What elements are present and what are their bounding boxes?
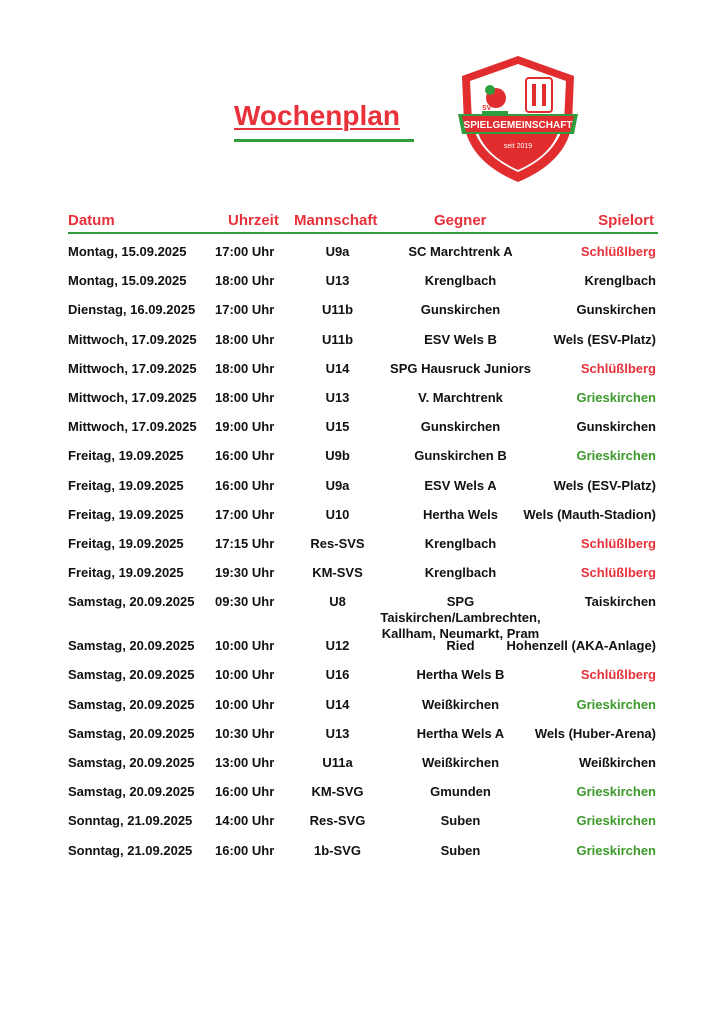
header-location: Spielort	[598, 212, 654, 229]
cell-team: U13	[325, 725, 350, 741]
header-date: Datum	[68, 212, 115, 229]
cell-location: Schlüßlberg	[580, 667, 656, 683]
cell-time: 17:00 Uhr	[215, 302, 275, 318]
cell-team: U11b	[321, 331, 354, 347]
cell-date: Samstag, 20.09.2025	[68, 755, 195, 770]
cell-team: U13	[325, 273, 350, 289]
table-row	[68, 419, 658, 448]
cell-date: Montag, 15.09.2025	[68, 273, 187, 289]
table-row	[68, 594, 658, 642]
cell-location: Weißkirchen	[578, 755, 656, 770]
table-row	[68, 565, 658, 594]
cell-time: 10:00 Uhr	[215, 696, 275, 712]
cell-opponent: ESV Wels B	[424, 331, 497, 347]
cell-time: 13:00 Uhr	[215, 755, 275, 770]
cell-team: U9a	[325, 244, 350, 259]
cell-time: 17:15 Uhr	[215, 535, 275, 551]
cell-location: Taiskirchen	[584, 594, 656, 610]
cell-time: 18:00 Uhr	[215, 331, 275, 347]
cell-date: Freitag, 19.09.2025	[68, 477, 184, 493]
table-row	[68, 478, 658, 507]
logo-since-text: seit 2019	[503, 143, 533, 150]
cell-date: Freitag, 19.09.2025	[68, 448, 184, 464]
cell-date: Samstag, 20.09.2025	[68, 667, 195, 683]
cell-location: Hohenzell (AKA-Anlage)	[506, 638, 656, 654]
cell-opponent: Gunskirchen	[420, 419, 501, 435]
cell-opponent: Suben	[440, 813, 481, 829]
cell-team: U10	[325, 506, 350, 522]
cell-time: 18:00 Uhr	[215, 360, 275, 376]
cell-opponent: Hertha Wels B	[416, 667, 505, 683]
cell-opponent: Suben	[440, 842, 481, 858]
cell-time: 16:00 Uhr	[215, 842, 275, 858]
schedule-table	[68, 244, 658, 872]
cell-date: Samstag, 20.09.2025	[68, 696, 195, 712]
cell-opponent: Gunskirchen B	[414, 448, 507, 464]
header-opponent: Gegner	[434, 212, 487, 229]
cell-opponent: Hertha Wels	[423, 506, 498, 522]
cell-date: Mittwoch, 17.09.2025	[68, 419, 197, 435]
cell-team: U11b	[321, 302, 354, 318]
page-title: Wochenplan	[234, 100, 400, 131]
table-row	[68, 843, 658, 872]
cell-location: Grieskirchen	[576, 448, 656, 464]
cell-date: Freitag, 19.09.2025	[68, 506, 184, 522]
header-team: Mannschaft	[294, 212, 378, 229]
table-row	[68, 638, 658, 667]
table-row	[68, 726, 658, 755]
cell-time: 19:30 Uhr	[215, 565, 275, 581]
cell-date: Mittwoch, 17.09.2025	[68, 331, 197, 347]
cell-opponent: Krenglbach	[424, 535, 497, 551]
cell-date: Montag, 15.09.2025	[68, 244, 187, 259]
cell-opponent: Ried	[446, 638, 475, 654]
cell-date: Freitag, 19.09.2025	[68, 565, 184, 581]
club-logo	[456, 54, 580, 184]
cell-date: Samstag, 20.09.2025	[68, 725, 195, 741]
cell-time: 14:00 Uhr	[215, 813, 275, 829]
cell-team: U8	[329, 594, 346, 610]
cell-time: 10:00 Uhr	[215, 638, 275, 654]
cell-location: Grieskirchen	[576, 842, 656, 858]
cell-opponent: SPG Hausruck Juniors	[390, 360, 531, 376]
cell-location: Wels (Huber-Arena)	[534, 725, 656, 741]
table-row	[68, 667, 658, 696]
title-underline	[234, 139, 414, 142]
cell-date: Mittwoch, 17.09.2025	[68, 389, 197, 405]
cell-date: Samstag, 20.09.2025	[68, 638, 195, 654]
table-row	[68, 390, 658, 419]
cell-team: U9b	[325, 448, 350, 464]
table-row	[68, 273, 658, 302]
cell-team: U9a	[325, 477, 350, 493]
cell-date: Freitag, 19.09.2025	[68, 535, 184, 551]
header-time: Uhrzeit	[228, 212, 279, 229]
cell-date: Sonntag, 21.09.2025	[68, 842, 193, 858]
cell-opponent: Krenglbach	[424, 565, 497, 581]
cell-team: KM-SVS	[312, 565, 363, 581]
cell-opponent: SPG Taiskirchen/Lambrechten, Kallham, Neumarkt, Pram	[380, 594, 541, 642]
cell-opponent: Weißkirchen	[421, 696, 500, 712]
cell-location: Wels (ESV-Platz)	[553, 331, 656, 347]
cell-team: U15	[325, 419, 350, 435]
cell-team: U14	[325, 696, 350, 712]
logo-sv-text: SV	[482, 105, 492, 112]
cell-location: Wels (ESV-Platz)	[553, 477, 656, 493]
cell-time: 16:00 Uhr	[215, 784, 275, 800]
table-row	[68, 813, 658, 842]
cell-team: U16	[325, 667, 350, 683]
cell-team: Res-SVS	[310, 535, 365, 551]
cell-date: Samstag, 20.09.2025	[68, 784, 195, 800]
cell-time: 18:00 Uhr	[215, 273, 275, 289]
cell-team: Res-SVG	[309, 813, 366, 829]
table-row	[68, 332, 658, 361]
table-row	[68, 302, 658, 331]
table-row	[68, 361, 658, 390]
cell-date: Sonntag, 21.09.2025	[68, 813, 193, 829]
logo-crest-icon	[526, 78, 552, 112]
cell-location: Schlüßlberg	[580, 535, 656, 551]
cell-opponent: Gmunden	[430, 784, 491, 800]
cell-time: 17:00 Uhr	[215, 506, 275, 522]
cell-team: KM-SVG	[311, 784, 364, 800]
cell-location: Schlüßlberg	[580, 244, 656, 259]
cell-time: 17:00 Uhr	[215, 244, 275, 259]
cell-team: U11a	[322, 755, 353, 770]
cell-location: Wels (Mauth-Stadion)	[523, 506, 656, 522]
cell-team: U13	[325, 389, 350, 405]
cell-location: Gunskirchen	[576, 419, 656, 435]
cell-team: 1b-SVG	[314, 842, 361, 858]
table-row	[68, 697, 658, 726]
table-row	[68, 536, 658, 565]
cell-opponent: Weißkirchen	[421, 755, 500, 770]
cell-location: Grieskirchen	[576, 784, 656, 800]
cell-time: 09:30 Uhr	[215, 594, 275, 610]
cell-time: 19:00 Uhr	[215, 419, 275, 435]
cell-location: Krenglbach	[584, 273, 656, 289]
logo-banner-text: SPIELGEMEINSCHAFT	[463, 120, 573, 131]
cell-opponent: Gunskirchen	[420, 302, 501, 318]
header-divider	[68, 232, 658, 234]
cell-time: 16:00 Uhr	[215, 448, 275, 464]
cell-date: Samstag, 20.09.2025	[68, 594, 195, 610]
cell-team: U14	[325, 360, 350, 376]
cell-time: 10:30 Uhr	[215, 725, 275, 741]
cell-opponent: ESV Wels A	[424, 477, 497, 493]
cell-location: Grieskirchen	[576, 389, 656, 405]
cell-location: Gunskirchen	[576, 302, 656, 318]
cell-time: 10:00 Uhr	[215, 667, 275, 683]
cell-time: 18:00 Uhr	[215, 389, 275, 405]
table-header	[68, 212, 656, 234]
table-row	[68, 448, 658, 477]
cell-location: Grieskirchen	[576, 813, 656, 829]
cell-date: Mittwoch, 17.09.2025	[68, 360, 197, 376]
cell-opponent: Hertha Wels A	[416, 725, 505, 741]
cell-location: Grieskirchen	[576, 696, 656, 712]
cell-opponent: SC Marchtrenk A	[408, 244, 513, 259]
table-row	[68, 784, 658, 813]
cell-time: 16:00 Uhr	[215, 477, 275, 493]
cell-opponent: Krenglbach	[424, 273, 497, 289]
table-row	[68, 244, 658, 273]
cell-location: Schlüßlberg	[580, 565, 656, 581]
table-row	[68, 507, 658, 536]
cell-team: U12	[325, 638, 350, 654]
table-row	[68, 755, 658, 784]
cell-date: Dienstag, 16.09.2025	[68, 302, 196, 318]
cell-location: Schlüßlberg	[580, 360, 656, 376]
cell-opponent: V. Marchtrenk	[418, 389, 503, 405]
